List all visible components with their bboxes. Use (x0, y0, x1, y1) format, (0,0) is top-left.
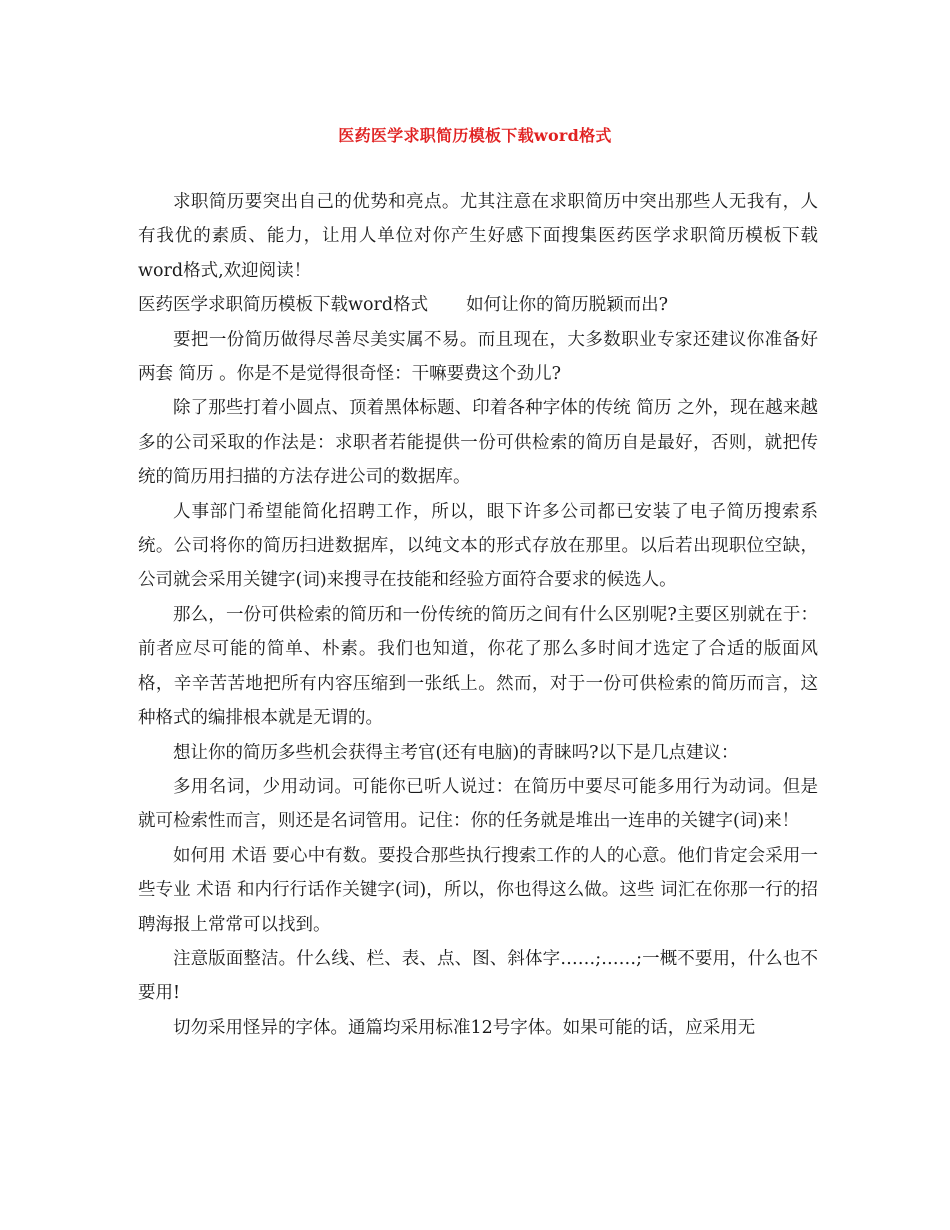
paragraph-layout: 注意版面整洁。什么线、栏、表、点、图、斜体字……;……;一概不要用，什么也不要用! (138, 948, 818, 1004)
paragraph-terms: 如何用 术语 要心中有数。要投合那些执行搜索工作的人的心意。他们肯定会采用一些专业 术语 和内行行话作关键字(词)，所以，你也得这么做。这些 词汇在你那一行的招聘海报上常常可以找到。 (138, 845, 818, 935)
document-body (138, 185, 818, 1045)
paragraph-fonts: 切勿采用怪异的字体。通篇均采用标准12号字体。如果可能的话，应采用无 (173, 1017, 756, 1038)
subheading-line (138, 288, 818, 322)
paragraph-traditional-resume: 除了那些打着小圆点、顶着黑体标题、印着各种字体的传统 简历 之外，现在越来越多的公司采取的作法是：求职者若能提供一份可供检索的简历自是最好，否则，就把传统的简历用扫描的方法存进公司的数据库。 (138, 398, 818, 488)
subheading-right: 如何让你的简历脱颖而出? (466, 295, 668, 316)
paragraph-difference: 那么，一份可供检索的简历和一份传统的简历之间有什么区别呢?主要区别就在于：前者应尽可能的简单、朴素。我们也知道，你花了那么多时间才选定了合适的版面风格，辛辛苦苦地把所有内容压缩到一张纸上。然而，对于一份可供检索的简历而言，这种格式的编排根本就是无谓的。 (138, 604, 818, 729)
paragraph-intro: 求职简历要突出自己的优势和亮点。尤其注意在求职简历中突出那些人无我有，人有我优的素质、能力，让用人单位对你产生好感下面搜集医药医学求职简历模板下载word格式,欢迎阅读！ (138, 192, 818, 281)
paragraph-hr-system: 人事部门希望能简化招聘工作，所以，眼下许多公司都已安装了电子简历搜索系统。公司将你的简历扫进数据库，以纯文本的形式存放在那里。以后若出现职位空缺，公司就会采用关键字(词)来搜寻在技能和经验方面符合要求的候选人。 (138, 501, 818, 591)
subheading-left: 医药医学求职简历模板下载word格式 (138, 295, 429, 316)
document-title: 医药医学求职简历模板下载word格式 (338, 126, 612, 145)
paragraph-suggestions: 想让你的简历多些机会获得主考官(还有电脑)的青睐吗?以下是几点建议： (173, 742, 739, 763)
paragraph-two-resumes: 要把一份简历做得尽善尽美实属不易。而且现在，大多数职业专家还建议你准备好两套 简历 。你是不是觉得很奇怪：干嘛要费这个劲儿? (138, 329, 818, 385)
paragraph-nouns: 多用名词，少用动词。可能你已听人说过：在简历中要尽可能多用行为动词。但是就可检索性而言，则还是名词管用。记住：你的任务就是堆出一连串的关键字(词)来！ (138, 776, 818, 832)
